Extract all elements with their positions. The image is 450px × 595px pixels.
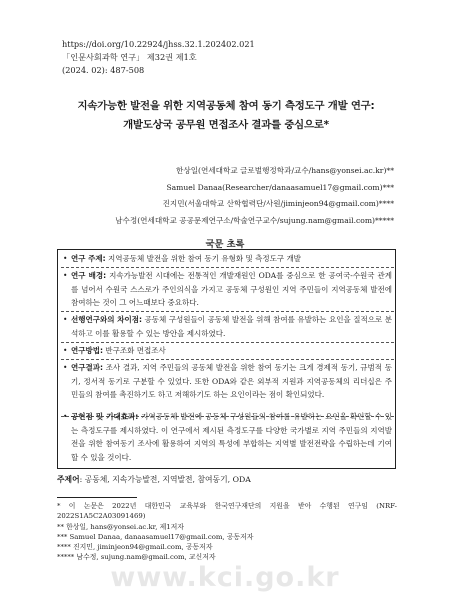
author-list — [115, 163, 394, 229]
title-line-1: 지속가능한 발전을 위한 지역공동체 참여 동기 측정도구 개발 연구: — [77, 100, 375, 112]
abstract-item-background — [63, 269, 392, 310]
title-line-2: 개발도상국 공무원 면접조사 결과를 중심으로* — [123, 119, 329, 131]
divider — [61, 359, 394, 360]
abstract-label: 연구결과: — [71, 363, 103, 372]
abstract-item-difference — [63, 313, 392, 340]
abstract-text: 지속가능발전 시대에는 전통적인 개발재원인 ODA를 중심으로 한 공여국-수원국 관계를 넘어서 수원국 스스로가 주인의식을 가지고 공동체 구성원인 지역 주민들이 지역공동체 발전에 참여하는 것이 그 어느때보다 중요하다. — [71, 271, 392, 308]
abstract-text: 조사 결과, 지역 주민들의 공동체 발전을 위한 참여 동기는 크게 경제적 동기, 규범적 동기, 정서적 동기로 구분할 수 있었다. 또한 ODA와 같은 외부적 지원과 지역공동체의 리더십은 주민들의 참여를 촉진하기도 하고 저해하기도 하는 요인이라는 점이 확인되었다. — [71, 363, 392, 400]
abstract-text: 공동체 구성원들이 공동체 발전을 위해 참여를 유발하는 요인을 질적으로 분석하고 이를 활용할 수 있는 방안을 제시하였다. — [71, 315, 392, 338]
divider — [61, 342, 394, 343]
keywords — [57, 474, 396, 486]
footnote-author-4: ***** 남수정, sujung.nam@gmail.com, 교신저자 — [57, 553, 216, 562]
bullet-icon: • — [63, 271, 68, 280]
abstract-label: 연구 주제: — [71, 254, 106, 263]
issue-info: (2024. 02): 487-508 — [62, 65, 145, 75]
abstract-label: 공헌점 및 기대효과: — [71, 412, 139, 421]
footnote-author-3: **** 진지민, jiminjeon94@gmail.com, 공동저자 — [57, 543, 213, 552]
author-4: 남수정(연세대학교 공공문제연구소/학술연구교수/sujung.nam@gmail.com)***** — [115, 215, 394, 225]
keywords-text: : 공동체, 지속가능발전, 지역발전, 참여동기, ODA — [79, 475, 251, 484]
abstract-item-results — [63, 361, 392, 402]
footnote-author-2: *** Samuel Danaa, danaasamuel17@gmail.com, 공동저자 — [57, 532, 254, 541]
bullet-icon: • — [63, 346, 68, 355]
article-meta — [62, 38, 255, 77]
bullet-icon: • — [63, 254, 68, 263]
abstract-text: 지역공동체 발전에 공동체 구성원들의 참여를 유발하는 요인을 확인할 수 있는 측정도구를 제시하였다. 이 연구에서 제시된 측정도구를 다양한 국가별로 지역 주민들의 지역발전을 위한 참여동기 조사에 활용하여 지역의 특성에 부합하는 지역별 발전전략을 수립하는데 기여할 수 있을 것이다. — [71, 412, 392, 462]
keywords-label: 주제어 — [57, 475, 80, 484]
abstract-item-contribution — [63, 410, 392, 464]
divider — [61, 267, 394, 268]
author-2: Samuel Danaa(Researcher/danaasamuel17@gmail.com)*** — [166, 182, 394, 192]
paper-title — [30, 97, 422, 135]
footnote-author-1: ** 한상일, hans@yonsei.ac.kr, 제1저자 — [57, 522, 184, 531]
divider — [61, 311, 394, 312]
abstract-item-topic — [63, 252, 392, 266]
footnote-rule — [57, 497, 137, 498]
abstract-heading: 국문 초록 — [205, 239, 245, 250]
kci-watermark: www.kci.go.kr — [110, 562, 340, 593]
abstract-box — [57, 249, 396, 469]
footnotes — [57, 501, 397, 563]
footnote-funding: * 이 논문은 2022년 대한민국 교육부와 한국연구재단의 지원을 받아 수행된 연구임 (NRF-2022S1A5C2A03091469) — [57, 502, 397, 521]
abstract-text: 반구조화 면접조사 — [102, 346, 166, 355]
bullet-icon: • — [63, 363, 68, 372]
abstract-label: 연구 배경: — [71, 271, 107, 280]
author-1: 한상일(연세대학교 글로벌행정학과/교수/hans@yonsei.ac.kr)** — [176, 166, 394, 175]
abstract-label: 선행연구와의 차이점: — [71, 315, 142, 324]
journal-name: 「인문사회과학 연구」 제32권 제1호 — [62, 52, 197, 62]
doi-link[interactable]: https://doi.org/10.22924/jhss.32.1.202402.021 — [62, 39, 255, 49]
author-3: 진지민(서울대학교 산학협력단/사원/jiminjeon94@gmail.com)**** — [162, 199, 394, 208]
abstract-text: 지역공동체 발전을 위한 참여 동기 유형화 및 측정도구 개발 — [105, 254, 301, 263]
abstract-item-method — [63, 344, 392, 358]
abstract-label: 연구방법: — [71, 346, 103, 355]
bullet-icon: • — [63, 412, 68, 421]
bullet-icon: • — [63, 315, 68, 324]
